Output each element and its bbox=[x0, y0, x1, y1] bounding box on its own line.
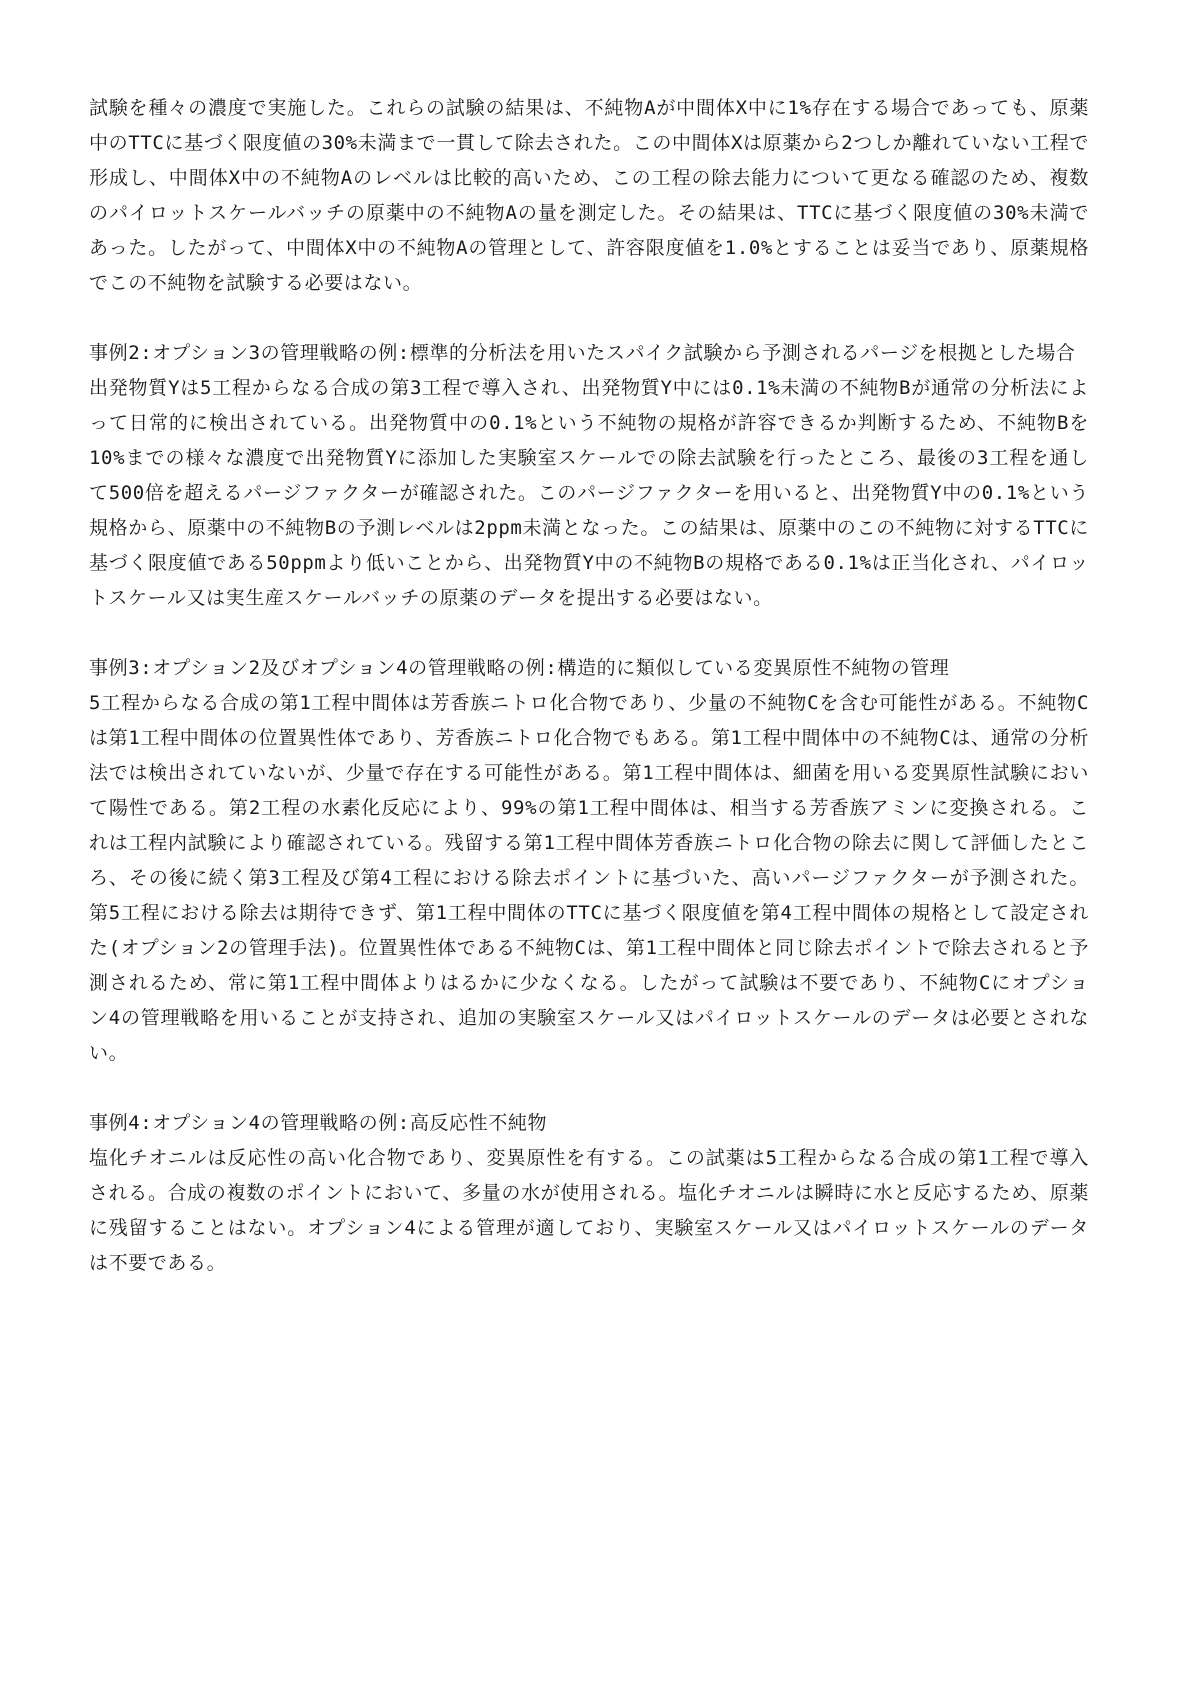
case-3-heading: 事例3:オプション2及びオプション4の管理戦略の例:構造的に類似している変異原性不純物の管理 bbox=[89, 657, 950, 679]
case-3-body: 5工程からなる合成の第1工程中間体は芳香族ニトロ化合物であり、少量の不純物Cを含む可能性がある。不純物Cは第1工程中間体の位置異性体であり、芳香族ニトロ化合物でもある。第1工程中間体中の不純物Cは、通常の分析法では検出されていないが、少量で存在する可能性がある。第1工程中間体は、細菌を用いる変異原性試験において陽性である。第2工程の水素化反応により、99%の第1工程中間体は、相当する芳香族アミンに変換される。これは工程内試験により確認されている。残留する第1工程中間体芳香族ニトロ化合物の除去に関して評価したところ、その後に続く第3工程及び第4工程における除去ポイントに基づいた、高いパージファクターが予測された。第5工程における除去は期待できず、第1工程中間体のTTCに基づく限度値を第4工程中間体の規格として設定された(オプション2の管理手法)。位置異性体である不純物Cは、第1工程中間体と同じ除去ポイントで除去されると予測されるため、常に第1工程中間体よりはるかに少なくなる。したがって試験は不要であり、不純物Cにオプション4の管理戦略を用いることが支持され、追加の実験室スケール又はパイロットスケールのデータは必要とされない。 bbox=[89, 692, 1089, 1064]
document-page bbox=[89, 91, 1089, 1281]
case-3-section bbox=[89, 651, 1089, 1071]
case-2-section bbox=[89, 336, 1089, 616]
case-4-section bbox=[89, 1106, 1089, 1281]
case-2-heading: 事例2:オプション3の管理戦略の例:標準的分析法を用いたスパイク試験から予測されるパージを根拠とした場合 bbox=[89, 342, 1076, 364]
case-4-heading: 事例4:オプション4の管理戦略の例:高反応性不純物 bbox=[89, 1112, 548, 1134]
case-2-body: 出発物質Yは5工程からなる合成の第3工程で導入され、出発物質Y中には0.1%未満の不純物Bが通常の分析法によって日常的に検出されている。出発物質中の0.1%という不純物の規格が許容できるか判断するため、不純物Bを10%までの様々な濃度で出発物質Yに添加した実験室スケールでの除去試験を行ったところ、最後の3工程を通して500倍を超えるパージファクターが確認された。このパージファクターを用いると、出発物質Y中の0.1%という規格から、原薬中の不純物Bの予測レベルは2ppm未満となった。この結果は、原薬中のこの不純物に対するTTCに基づく限度値である50ppmより低いことから、出発物質Y中の不純物Bの規格である0.1%は正当化され、パイロットスケール又は実生産スケールバッチの原薬のデータを提出する必要はない。 bbox=[89, 377, 1089, 609]
case-4-body: 塩化チオニルは反応性の高い化合物であり、変異原性を有する。この試薬は5工程からなる合成の第1工程で導入される。合成の複数のポイントにおいて、多量の水が使用される。塩化チオニルは瞬時に水と反応するため、原薬に残留することはない。オプション4による管理が適しており、実験室スケール又はパイロットスケールのデータは不要である。 bbox=[89, 1147, 1089, 1274]
intro-paragraph: 試験を種々の濃度で実施した。これらの試験の結果は、不純物Aが中間体X中に1%存在する場合であっても、原薬中のTTCに基づく限度値の30%未満まで一貫して除去された。この中間体Xは原薬から2つしか離れていない工程で形成し、中間体X中の不純物Aのレベルは比較的高いため、この工程の除去能力について更なる確認のため、複数のパイロットスケールバッチの原薬中の不純物Aの量を測定した。その結果は、TTCに基づく限度値の30%未満であった。したがって、中間体X中の不純物Aの管理として、許容限度値を1.0%とすることは妥当であり、原薬規格でこの不純物を試験する必要はない。 bbox=[89, 97, 1089, 294]
